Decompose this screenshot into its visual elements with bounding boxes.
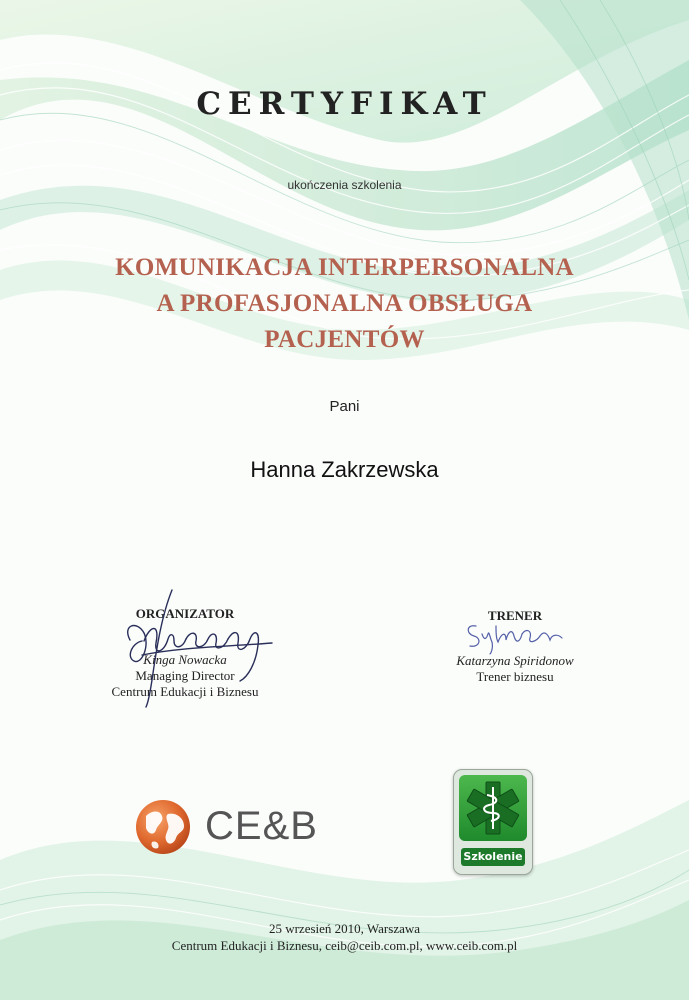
organizer-title: Managing Director <box>135 668 235 683</box>
course-title-line-1: KOMUNIKACJA INTERPERSONALNA <box>115 254 574 281</box>
organizer-name: Kinga Nowacka <box>143 652 227 667</box>
certificate-title: CERTYFIKAT <box>196 86 493 122</box>
trainer-title: Trener biznesu <box>476 669 554 684</box>
szkolenie-badge <box>453 769 533 875</box>
ceb-logo-text: CE&B <box>205 804 318 848</box>
trainer-signature <box>462 618 572 658</box>
footer-contact: Centrum Edukacji i Biznesu, ceib@ceib.com.pl, www.ceib.com.pl <box>171 938 518 953</box>
trainer-name: Katarzyna Spiridonow <box>456 653 574 668</box>
organizer-role: ORGANIZATOR <box>135 606 235 621</box>
certificate-subtitle: ukończenia szkolenia <box>287 178 402 192</box>
trainer-role: TRENER <box>487 608 543 623</box>
medical-star-of-life-icon <box>459 775 527 841</box>
badge-label: Szkolenie <box>461 848 525 866</box>
honorific: Pani <box>329 398 360 415</box>
organizer-signature <box>112 585 282 710</box>
course-title-line-3: PACJENTÓW <box>264 326 425 353</box>
footer-date-place: 25 wrzesień 2010, Warszawa <box>268 921 421 936</box>
course-title-line-2: A PROFASJONALNA OBSŁUGA <box>156 290 533 317</box>
organizer-organization: Centrum Edukacji i Biznesu <box>111 684 259 699</box>
globe-icon <box>134 798 192 856</box>
recipient-name: Hanna Zakrzewska <box>250 457 439 482</box>
badge-green-panel <box>459 775 527 841</box>
